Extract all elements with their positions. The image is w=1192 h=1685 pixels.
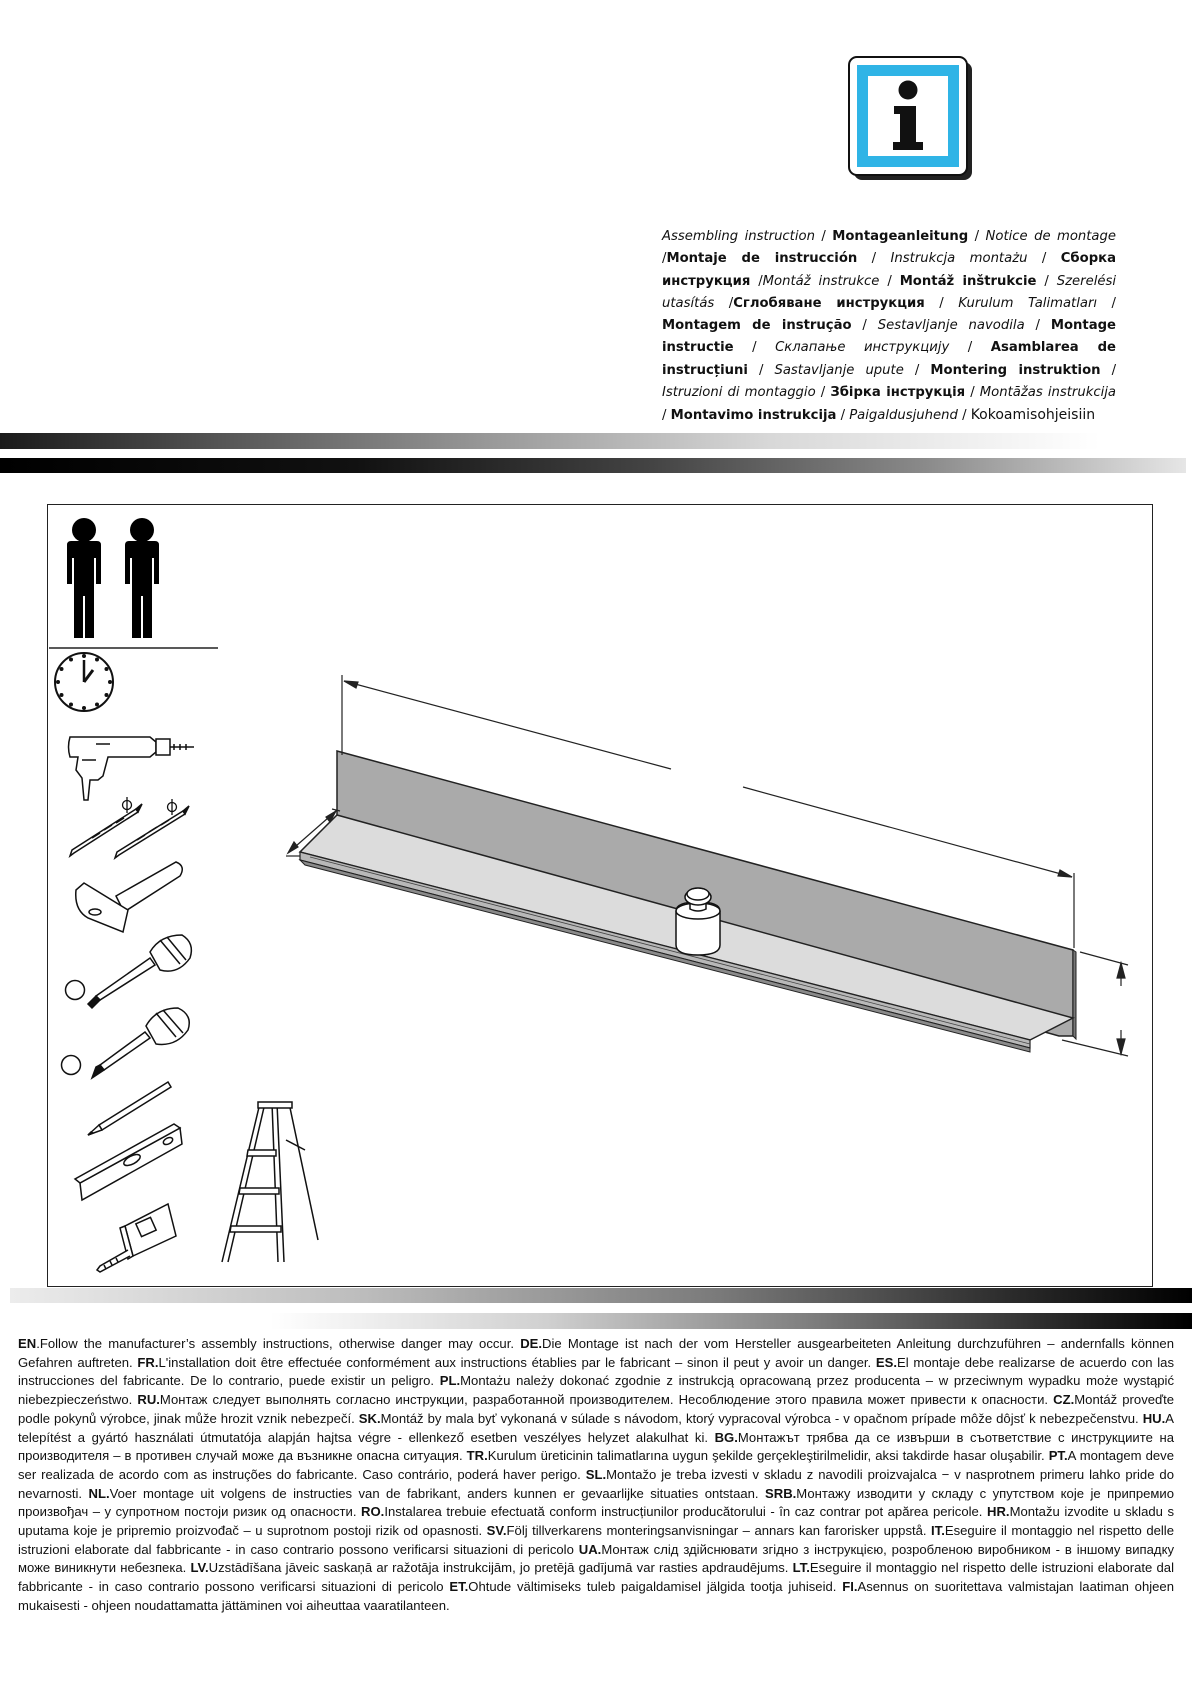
language-code: RU. bbox=[137, 1392, 160, 1408]
language-code: SL. bbox=[585, 1466, 607, 1482]
title-segment: / bbox=[903, 362, 931, 378]
language-code: DE. bbox=[520, 1336, 543, 1351]
warning-sentence: Montažu izvodite u skladu s uputama koje je pripremio proizvođač – u suprotnom postoji rizik od opasnosti. bbox=[18, 1504, 1175, 1539]
warning-sentence: Ohtude vältimiseks tuleb paigaldamisel jälgida tootja juhiseid. bbox=[468, 1579, 843, 1595]
warning-sentence: Монтажу изводити у складу с упутством које је припремио произвођач – у супротном постоји ризик од опасности. bbox=[18, 1485, 1175, 1520]
title-segment: / bbox=[1036, 273, 1057, 289]
title-segment: / bbox=[1024, 318, 1051, 334]
title-segment: / bbox=[750, 273, 763, 289]
warning-sentence: A montagem deve ser realizada de acordo com as instruções do fabricante. Caso contrário, poderá haver perigo. bbox=[18, 1448, 1175, 1482]
title-segment: Montering instruktion bbox=[930, 362, 1101, 378]
title-segment: Montage instructie bbox=[662, 318, 1117, 356]
title-segment: / bbox=[1100, 362, 1117, 378]
language-code: LV. bbox=[190, 1560, 209, 1576]
title-segment: / bbox=[857, 251, 891, 267]
title-segment: Montáž inštrukcie bbox=[899, 273, 1037, 289]
title-segment: / bbox=[714, 295, 734, 311]
warning-sentence: Монтажът трябва да се извърши в съответствие с инструкциите на производителя – в противен случай може да възникне опасна ситуация. bbox=[18, 1429, 1174, 1464]
title-segment: / bbox=[957, 408, 971, 424]
title-segment: Montaje de instrucción bbox=[666, 251, 858, 267]
title-segment: Assembling instruction bbox=[662, 229, 815, 244]
title-segment: / bbox=[747, 362, 775, 378]
title-segment: Montavimo instrukcija bbox=[670, 408, 837, 424]
title-segment: / bbox=[968, 229, 986, 244]
title-segment: Сглобяване инструкция bbox=[733, 295, 925, 311]
title-segment: Notice de montage bbox=[985, 229, 1117, 244]
warning-sentence: .Follow the manufacturer’s assembly instructions, otherwise danger may occur. bbox=[36, 1336, 521, 1351]
warning-sentence: L'installation doit être effectuée conformément aux instructions établies par le fabricant – sinon il peut y avoir un danger. bbox=[158, 1354, 876, 1370]
title-segment: / bbox=[662, 408, 671, 424]
title-segment: / bbox=[733, 340, 776, 356]
warning-sentence: Montáž by mala byť vykonaná v súlade s návodom, ktorý vypracoval výrobca - v opačnom prípade môže dôjsť k nebezpečenstvu. bbox=[380, 1410, 1143, 1426]
language-code: FI. bbox=[842, 1579, 858, 1595]
warning-sentence: Montażu należy dokonać zgodnie z instrukcją opracowaną przez producenta – w przeciwnym wypadku może wystąpić niebezpieczeństwo. bbox=[18, 1373, 1175, 1408]
warning-sentence: Die Montage ist nach der vom Hersteller ausgearbeiteten Anleitung durchzuführen – andernfalls können Gefahren auftreten. bbox=[18, 1336, 1174, 1370]
language-code: RO. bbox=[361, 1504, 385, 1520]
warning-sentence: Uzstādīšana jāveic saskaņā ar ražotāja instrukcijām, jo pretējā gadījumā var rasties apdraudējums. bbox=[208, 1560, 793, 1576]
warning-sentence: Asennus on suoritettava valmistajan laatiman ohjeen mukaisesti - ohjeen noudattamatta jättäminen voi aiheuttaa vaaratilanteen. bbox=[18, 1579, 1175, 1613]
title-segment: / bbox=[949, 340, 991, 356]
language-code: TR. bbox=[466, 1448, 488, 1464]
language-code: PT. bbox=[1048, 1448, 1068, 1464]
language-code: SV. bbox=[486, 1523, 507, 1539]
language-code: SRB. bbox=[765, 1485, 797, 1501]
title-segment: Montāžas instrukcija bbox=[979, 385, 1116, 401]
pencil-icon bbox=[88, 1082, 171, 1135]
corner-shelf-illustration bbox=[300, 751, 1076, 1052]
language-code: BG. bbox=[714, 1429, 738, 1445]
safety-warning-text bbox=[18, 1335, 1174, 1616]
language-code: HU. bbox=[1142, 1410, 1166, 1426]
language-code: IT. bbox=[931, 1523, 945, 1539]
drill-bit-icon bbox=[115, 806, 189, 858]
warning-sentence: Voer montage uit volgens de instructies van de fabrikant, anders kunnen er gevaarlijke situaties ontstaan. bbox=[109, 1485, 765, 1501]
warning-sentence: A telepítést a gyártó használati útmutatója alapján hajtsa végre - ellenkező esetben veszélyes helyzet alakulhat ki. bbox=[18, 1410, 1174, 1445]
language-code: ET. bbox=[449, 1579, 469, 1595]
title-segment: / bbox=[851, 318, 878, 334]
person-icon bbox=[125, 518, 159, 638]
language-code: PL. bbox=[439, 1373, 461, 1389]
language-code: SK. bbox=[358, 1410, 381, 1426]
diameter-symbol bbox=[168, 799, 177, 815]
language-code: ES. bbox=[875, 1354, 898, 1370]
tape-measure-icon bbox=[97, 1204, 176, 1272]
warning-sentence: Instalarea trebuie efectuată conform instrucțiunilor producătorului - în caz contrar pot apărea pericole. bbox=[384, 1504, 987, 1520]
language-code: EN bbox=[18, 1336, 37, 1351]
title-segment: Kokoamisohjeisiin bbox=[970, 407, 1096, 424]
footer-gradient-bar-bottom bbox=[270, 1313, 1192, 1329]
warning-sentence: El montaje debe realizarse de acuerdo con las instrucciones del fabricante. De lo contrario, puede existir un peligro. bbox=[18, 1354, 1175, 1389]
title-segment: / bbox=[965, 385, 980, 401]
title-segment: Склапање инструкцију bbox=[775, 340, 950, 356]
title-segment: Instrukcja montażu bbox=[890, 251, 1028, 267]
clock-icon bbox=[55, 653, 113, 711]
language-code: UA. bbox=[578, 1541, 602, 1557]
footer-gradient-bar-top bbox=[10, 1288, 1192, 1303]
title-segment: / bbox=[924, 295, 959, 311]
title-segment: Montagem de instrução bbox=[662, 318, 852, 334]
title-segment: Sestavljanje navodila bbox=[877, 318, 1025, 334]
title-segment: Montageanleitung bbox=[832, 229, 969, 244]
title-segment: / bbox=[1027, 251, 1061, 267]
warning-sentence: Montáž proveďte podle pokynů výrobce, jinak může hrozit vznik nebezpečí. bbox=[18, 1392, 1174, 1426]
title-segment: Kurulum Talimatları bbox=[958, 295, 1098, 311]
warning-sentence: Монтаж слід здійснювати згідно з інструкцією, розробленою виробником - в іншому випадку може виникнути небезпека. bbox=[18, 1541, 1174, 1576]
diameter-symbol bbox=[123, 797, 132, 813]
flat-screwdriver-icon bbox=[66, 935, 192, 1008]
title-segment: / bbox=[1097, 295, 1116, 311]
language-code: LT. bbox=[792, 1560, 810, 1576]
title-segment: / bbox=[815, 385, 831, 401]
title-segment: Sastavljanje upute bbox=[774, 362, 904, 378]
hammer-icon bbox=[76, 862, 183, 932]
title-segment: Сборка инструкция bbox=[662, 251, 1116, 289]
title-segment: / bbox=[879, 273, 900, 289]
title-segment: Istruzioni di montaggio bbox=[662, 385, 816, 401]
title-segment: Збірка інструкція bbox=[830, 385, 966, 401]
title-segment: / bbox=[814, 229, 833, 244]
title-segment: / bbox=[662, 251, 667, 267]
spirit-level-icon bbox=[75, 1124, 182, 1200]
warning-sentence: Kurulum üreticinin talimatlarına uygun şekilde gerçekleştirilmelidir, aksi takdirde hasar oluşabilir. bbox=[487, 1448, 1049, 1464]
warning-sentence: Följ tillverkarens monteringsanvisningar – annars kan farorisker uppstå. bbox=[506, 1523, 932, 1539]
person-icon bbox=[67, 518, 101, 638]
language-code: NL. bbox=[88, 1485, 110, 1501]
drill-icon bbox=[69, 737, 195, 800]
title-segment: Montáž instrukce bbox=[762, 273, 880, 289]
warning-sentence: Eseguire il montaggio nel rispetto delle istruzioni elaborate dal fabbricante - in caso contrario possono verificarsi situazioni di pericolo bbox=[18, 1560, 1175, 1595]
ladder-icon bbox=[222, 1102, 318, 1262]
warning-sentence: Монтаж следует выполнять согласно инструкции, разработанной производителем. Несоблюдение этого правила может привести к опасности. bbox=[159, 1392, 1054, 1408]
title-segment: Asamblarea de instrucțiuni bbox=[662, 340, 1117, 378]
phillips-screwdriver-icon bbox=[62, 1008, 190, 1078]
title-segment: / bbox=[836, 408, 850, 424]
language-code: CZ. bbox=[1053, 1392, 1075, 1408]
warning-sentence: Montažo je treba izvesti v skladu z navodili proizvajalca − v nasprotnem primeru lahko pride do nevarnosti. bbox=[18, 1466, 1174, 1501]
title-segment: Paigaldusjuhend bbox=[849, 408, 958, 424]
language-code: FR. bbox=[137, 1354, 159, 1370]
warning-sentence: Eseguire il montaggio nel rispetto delle istruzioni elaborate dal fabbricante - in caso contrario possono verificarsi situazioni di pericolo bbox=[18, 1523, 1174, 1557]
language-code: HR. bbox=[987, 1504, 1010, 1520]
title-segment: Szerelési utasítás bbox=[662, 273, 1117, 311]
